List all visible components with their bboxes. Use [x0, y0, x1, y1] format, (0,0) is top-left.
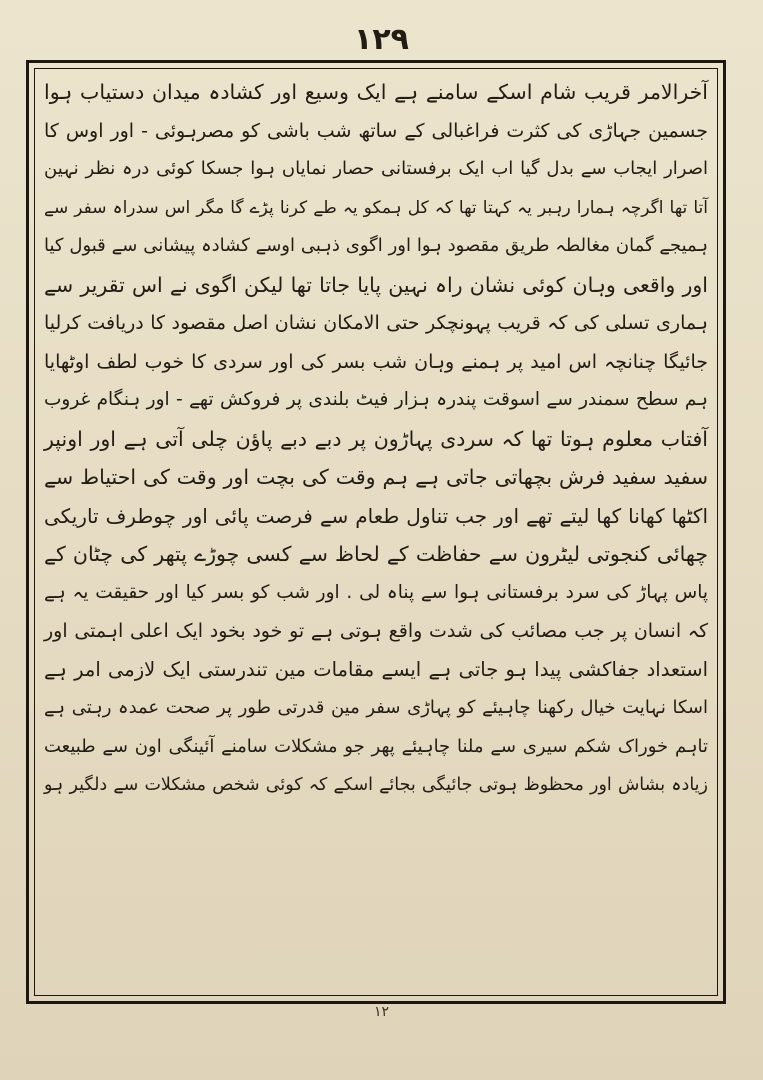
text-line-15: کہ انسان پر جب مصائب کی شدت واقع ہوتی ہے تو خود بخود ایک اعلی اہمتی اور [44, 620, 708, 642]
urdu-text-body [40, 73, 712, 993]
text-line-14: پاس پہاڑ کی سرد برفستانی ہوا سے پناہ لی . اور شب کو بسر کیا اور حقیقت یہ ہے [44, 581, 708, 603]
text-line-6: اور واقعی وہان کوئی نشان راہ نہین پایا جاتا تھا لیکن اگوی نے اس تقریر سے [44, 272, 708, 297]
text-line-18: تاہم خوراک شکم سیری سے ملنا چاہیئے پھر جو مشکلات سامنے آئینگی اون سے طبیعت [44, 735, 708, 757]
text-line-12: اکٹھا کھانا کھا لیتے تھے اور جب تناول طعام سے فرصت پائی اور چوطرف تاریکی [44, 503, 708, 528]
text-line-9: ہم سطح سمندر سے اسوقت پندرہ ہزار فیٹ بلندی پر فروکش تھے - اور ہنگام غروب [44, 389, 708, 410]
text-line-2: جسمین جہاڑی کی کثرت فراغبالی کے ساتھ شب باشی کو مصرہوئی - اور اوس کا [44, 119, 708, 142]
footer-signature-mark: ۱۲ [373, 1004, 390, 1020]
text-line-13: چھائی کنجوتی لیٹرون سے حفاظت کے لحاظ سے کسی چوڑے پتھر کی چٹان کے [44, 542, 708, 566]
text-line-3: اصرار ایجاب سے بدل گیا اب ایک برفستانی حصار نمایاں ہوا جسکا کوئی درہ نظر نہین [44, 158, 708, 179]
text-line-1: آخرالامر قریب شام اسکے سامنے ہے ایک وسیع اور کشادہ میدان دستیاب ہوا [44, 80, 708, 104]
page-number: ۱۲۹ [354, 22, 409, 57]
text-line-10: آفتاب معلوم ہوتا تھا کہ سردی پہاڑون پر دبے دبے پاؤن چلی آتی ہے اور اونپر [44, 426, 708, 451]
text-line-4: آتا تھا اگرچہ ہمارا رہبر یہ کہتا تھا کہ کل ہمکو یہ طے کرنا پڑے گا مگر اس سدراہ سفر سے [44, 197, 708, 218]
text-line-16: استعداد جفاکشی پیدا ہو جاتی ہے ایسے مقامات مین تندرستی ایک لازمی امر ہے [44, 657, 708, 681]
text-line-11: سفید سفید فرش بچھاتی جاتی ہے ہم وقت کی بچت اور وقت کی احتیاط سے [44, 465, 708, 489]
text-line-8: جائیگا چنانچہ اس امید پر ہمنے وہان شب بسر کی اور سردی کا خوب لطف اوٹھایا [44, 350, 708, 373]
text-line-5: ہمیجے گمان مغالطہ طریق مقصود ہوا اور اگوی ذہبی اوسے کشادہ پیشانی سے قبول کیا [44, 235, 708, 256]
text-line-19: زیادہ بشاش اور محظوظ ہوتی جائیگی بجائے اسکے کہ کوئی شخص مشکلات سے دلگیر ہو [44, 775, 708, 795]
text-line-17: اسکا نہایت خیال رکھنا چاہیئے کو پہاڑی سفر مین قدرتی طور پر صحت عمدہ رہتی ہے [44, 697, 708, 718]
text-line-7: ہماری تسلی کی کہ قریب پہونچکر حتی الامکان نشان اصل مقصود کا دریافت کرلیا [44, 312, 708, 334]
